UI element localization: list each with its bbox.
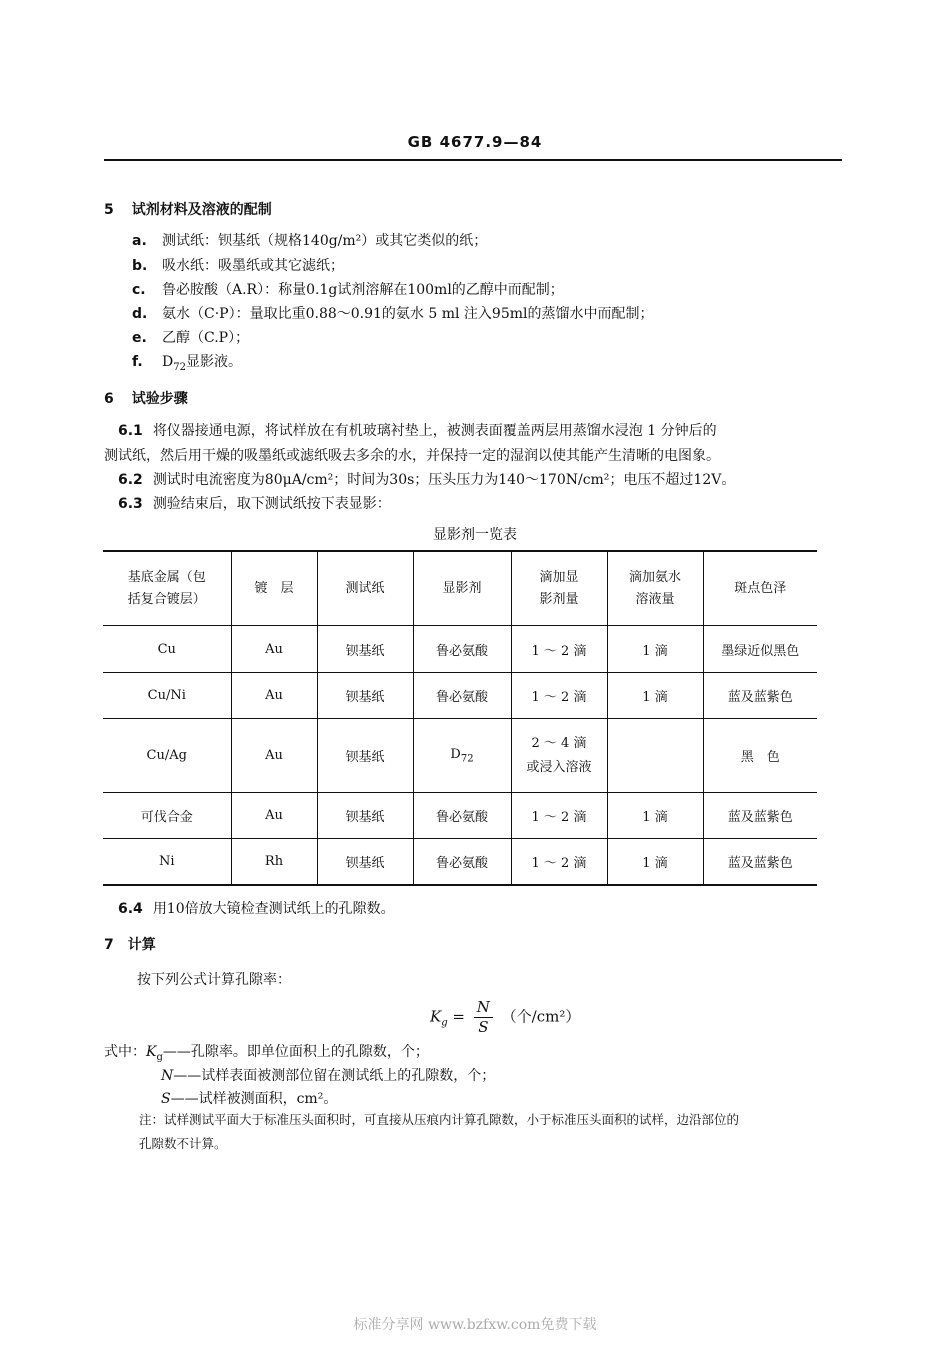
- list-label: b.: [132, 258, 148, 274]
- cell-dev-amount: [511, 673, 607, 719]
- list-text: 测试纸：钡基纸（规格140g/m²）或其它类似的纸；: [162, 233, 488, 249]
- table-header-row: [103, 551, 817, 626]
- cell-ammonia: 1 滴: [607, 626, 703, 673]
- list-item: [132, 256, 344, 276]
- formula-equals: =: [452, 1007, 465, 1026]
- amount-line: 1 ～ 2 滴: [531, 855, 587, 871]
- header-rule: [104, 159, 842, 161]
- list-item: [132, 304, 654, 324]
- section-6-heading: [104, 388, 188, 408]
- section-7-title: 计算: [127, 937, 156, 953]
- amount-line: 1 ～ 2 滴: [531, 690, 587, 705]
- developer-name: 鲁必氨酸: [435, 690, 488, 705]
- cell-metal: Ni: [103, 839, 231, 885]
- definition-line: [104, 1042, 429, 1068]
- definition-symbol: S: [161, 1091, 171, 1107]
- cell-developer: [413, 673, 511, 719]
- definition-line: [161, 1089, 337, 1109]
- header-line: 基底金属（包: [127, 569, 206, 585]
- cell-coating: Au: [231, 793, 317, 839]
- cell-ammonia: 1 滴: [607, 839, 703, 885]
- header-line: 显影剂: [442, 580, 482, 596]
- definition-symbol: K: [146, 1044, 157, 1060]
- developer-table: [103, 550, 817, 886]
- header-line: 镀 层: [254, 580, 294, 596]
- cell-developer: [413, 839, 511, 885]
- cell-metal: Cu/Ag: [103, 719, 231, 793]
- note-text: 试样测试平面大于标准压头面积时，可直接从压痕内计算孔隙数，小于标准压头面积的试样，边沿部位的: [164, 1112, 740, 1127]
- table-row: [103, 793, 817, 839]
- section-7-number: 7: [104, 937, 114, 953]
- definition-symbol-sub: g: [156, 1051, 163, 1063]
- table-row: [103, 839, 817, 885]
- table-row: [103, 673, 817, 719]
- paragraph-6-4: [118, 899, 395, 919]
- paragraph-6-2: [118, 470, 735, 490]
- formula-denominator: S: [478, 1018, 489, 1036]
- paragraph-text: 用10倍放大镜检查测试纸上的孔隙数。: [152, 901, 395, 917]
- document-header: GB 4677.9—84: [407, 133, 543, 151]
- cell-color: 蓝及蓝紫色: [703, 793, 817, 839]
- clause-number: 6.4: [118, 901, 143, 917]
- definition-prefix: 式中：: [104, 1044, 146, 1060]
- header-line: 影剂量: [539, 591, 579, 607]
- formula-numerator: N: [474, 998, 493, 1018]
- developer-name: 鲁必氨酸: [435, 643, 488, 659]
- cell-dev-amount: [511, 719, 607, 793]
- clause-number: 6.1: [118, 423, 143, 439]
- section-7-heading: [104, 934, 156, 954]
- list-item: [132, 231, 487, 251]
- header-line: 斑点色泽: [734, 580, 787, 596]
- developer-name: 鲁必氨酸: [435, 855, 488, 871]
- section-5-number: 5: [104, 202, 114, 218]
- table-caption: 显影剂一览表: [433, 527, 517, 543]
- cell-color: 蓝及蓝紫色: [703, 673, 817, 719]
- formula-unit: （个/cm²）: [501, 1007, 581, 1026]
- list-text-sub: 72: [173, 361, 186, 373]
- cell-metal: Cu: [103, 626, 231, 673]
- developer-sub: 72: [460, 753, 474, 765]
- cell-coating: Au: [231, 626, 317, 673]
- amount-line: 1 ～ 2 滴: [531, 643, 587, 659]
- clause-number: 6.2: [118, 472, 143, 488]
- list-text: 氨水（C·P）：量取比重0.88～0.91的氨水 5 ml 注入95ml的蒸馏水中而配制；: [162, 306, 654, 322]
- porosity-formula: [430, 998, 580, 1037]
- definition-text: ——孔隙率。即单位面积上的孔隙数，个；: [162, 1044, 429, 1060]
- cell-metal: 可伐合金: [103, 793, 231, 839]
- watermark-footer: 标准分享网 www.bzfxw.com免费下载: [353, 1317, 597, 1333]
- section-5-title: 试剂材料及溶液的配制: [131, 202, 272, 218]
- header-line: 溶液量: [635, 591, 675, 607]
- cell-dev-amount: [511, 793, 607, 839]
- section-6-title: 试验步骤: [131, 391, 188, 407]
- definition-text: ——试样被测面积，cm²。: [170, 1091, 338, 1107]
- list-item: [132, 352, 242, 378]
- definition-text: ——试样表面被测部位留在测试纸上的孔隙数，个；: [173, 1068, 496, 1084]
- cell-metal: Cu/Ni: [103, 673, 231, 719]
- cell-coating: Rh: [231, 839, 317, 885]
- col-header-spot-color: [703, 551, 817, 626]
- cell-ammonia: [607, 719, 703, 793]
- definition-symbol: N: [161, 1068, 174, 1084]
- list-label: c.: [132, 282, 146, 298]
- cell-developer: [413, 719, 511, 793]
- cell-dev-amount: [511, 839, 607, 885]
- header-line: 括复合镀层）: [127, 591, 206, 607]
- cell-paper: 钡基纸: [317, 673, 413, 719]
- amount-line: 或浸入溶液: [526, 759, 592, 775]
- header-line: 滴加显: [539, 569, 579, 585]
- col-header-coating: [231, 551, 317, 626]
- cell-paper: 钡基纸: [317, 719, 413, 793]
- list-label: e.: [132, 330, 147, 346]
- note-label: 注：: [139, 1112, 165, 1127]
- paragraph-text: 测试时电流密度为80μA/cm²；时间为30s；压头压力为140～170N/cm²；电压不超过12V。: [152, 472, 736, 488]
- list-text-suffix: 显影液。: [185, 354, 242, 370]
- table-row: [103, 719, 817, 793]
- list-text: 鲁必胺酸（A.R）：称量0.1g试剂溶解在100ml的乙醇中而配制；: [162, 282, 564, 298]
- col-header-developer: [413, 551, 511, 626]
- paragraph-6-1-cont: 测试纸，然后用干燥的吸墨纸或滤纸吸去多余的水，并保持一定的湿润以使其能产生清晰的电图象。: [104, 448, 720, 464]
- section-6-number: 6: [104, 391, 114, 407]
- formula-lhs-sub: g: [441, 1017, 448, 1029]
- paragraph-6-1: [118, 421, 717, 441]
- formula-fraction: [474, 998, 493, 1037]
- cell-developer: [413, 626, 511, 673]
- list-text: 吸水纸：吸墨纸或其它滤纸；: [162, 258, 344, 274]
- paragraph-text: 测验结束后，取下测试纸按下表显影：: [152, 496, 391, 512]
- note: [139, 1108, 739, 1156]
- cell-paper: 钡基纸: [317, 626, 413, 673]
- formula-intro: 按下列公式计算孔隙率：: [137, 972, 291, 988]
- cell-coating: Au: [231, 673, 317, 719]
- list-text-prefix: D: [162, 354, 174, 370]
- col-header-ammonia-amount: [607, 551, 703, 626]
- cell-paper: 钡基纸: [317, 793, 413, 839]
- list-label: a.: [132, 233, 147, 249]
- cell-dev-amount: [511, 626, 607, 673]
- note-text-cont: 孔隙数不计算。: [139, 1136, 227, 1151]
- cell-color: 蓝及蓝紫色: [703, 839, 817, 885]
- header-line: 滴加氨水: [628, 569, 681, 585]
- section-5-heading: [104, 199, 272, 219]
- formula-lhs: K: [430, 1007, 442, 1026]
- definition-line: [161, 1066, 495, 1086]
- list-label: d.: [132, 306, 148, 322]
- cell-color: 墨绿近似黑色: [703, 626, 817, 673]
- developer-name: D: [450, 746, 461, 762]
- cell-developer: [413, 793, 511, 839]
- paragraph-6-3: [118, 494, 391, 514]
- clause-number: 6.3: [118, 496, 143, 512]
- cell-coating: Au: [231, 719, 317, 793]
- col-header-metal: [103, 551, 231, 626]
- developer-name: 鲁必氨酸: [435, 810, 488, 825]
- col-header-dev-amount: [511, 551, 607, 626]
- col-header-paper: [317, 551, 413, 626]
- paragraph-text: 将仪器接通电源，将试样放在有机玻璃衬垫上，被测表面覆盖两层用蒸馏水浸泡 1 分钟后的: [152, 423, 717, 439]
- cell-ammonia: 1 滴: [607, 673, 703, 719]
- list-label: f.: [132, 354, 143, 370]
- cell-ammonia: 1 滴: [607, 793, 703, 839]
- list-text: 乙醇（C.P）；: [162, 330, 250, 346]
- cell-color: 黑 色: [703, 719, 817, 793]
- table-row: [103, 626, 817, 673]
- amount-line: 1 ～ 2 滴: [531, 810, 587, 825]
- list-item: [132, 280, 564, 300]
- cell-paper: 钡基纸: [317, 839, 413, 885]
- header-line: 测试纸: [345, 580, 385, 596]
- list-item: [132, 328, 249, 348]
- amount-line: 2 ～ 4 滴: [531, 735, 587, 751]
